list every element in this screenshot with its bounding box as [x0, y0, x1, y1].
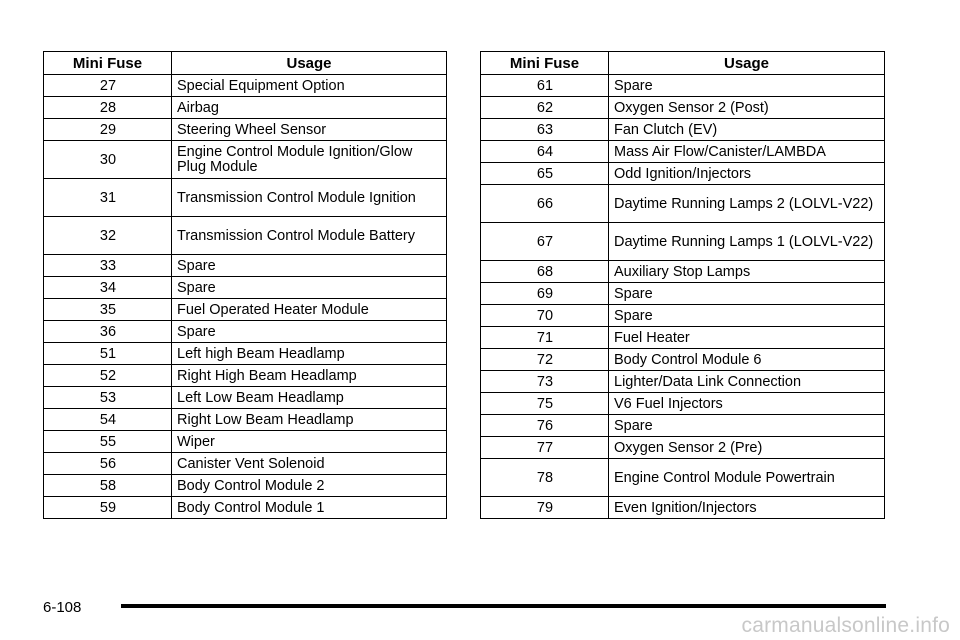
fuse-number-cell: 29 — [44, 119, 172, 141]
fuse-number-cell: 27 — [44, 75, 172, 97]
fuse-number-cell: 72 — [481, 349, 609, 371]
table-row — [481, 437, 885, 459]
fuse-usage-cell: V6 Fuel Injectors — [609, 393, 885, 415]
fuse-number-cell: 73 — [481, 371, 609, 393]
fuse-number-cell: 75 — [481, 393, 609, 415]
table-row — [481, 119, 885, 141]
fuse-usage-cell: Spare — [609, 283, 885, 305]
table-row — [481, 163, 885, 185]
fuse-table-right — [480, 51, 885, 519]
table-row — [44, 179, 447, 217]
table-row — [481, 349, 885, 371]
fuse-usage-cell: Oxygen Sensor 2 (Post) — [609, 97, 885, 119]
fuse-usage-cell: Spare — [172, 255, 447, 277]
table-row — [44, 321, 447, 343]
fuse-number-cell: 64 — [481, 141, 609, 163]
fuse-number-cell: 68 — [481, 261, 609, 283]
fuse-usage-cell: Spare — [609, 415, 885, 437]
table-row — [481, 141, 885, 163]
table-row — [44, 409, 447, 431]
fuse-number-cell: 52 — [44, 365, 172, 387]
fuse-usage-cell: Body Control Module 6 — [609, 349, 885, 371]
fuse-number-cell: 71 — [481, 327, 609, 349]
fuse-usage-cell: Fan Clutch (EV) — [609, 119, 885, 141]
fuse-number-cell: 78 — [481, 459, 609, 497]
table-row — [44, 497, 447, 519]
fuse-usage-cell: Oxygen Sensor 2 (Pre) — [609, 437, 885, 459]
fuse-usage-cell: Mass Air Flow/Canister/LAMBDA — [609, 141, 885, 163]
table-row — [44, 475, 447, 497]
fuse-number-cell: 61 — [481, 75, 609, 97]
fuse-usage-cell: Daytime Running Lamps 2 (LOLVL-V22) — [609, 185, 885, 223]
watermark: carmanualsonline.info — [741, 614, 950, 637]
table-row — [44, 431, 447, 453]
fuse-usage-cell: Body Control Module 1 — [172, 497, 447, 519]
fuse-usage-cell: Engine Control Module Ignition/Glow Plug Module — [172, 141, 447, 179]
column-header-mini-fuse: Mini Fuse — [44, 52, 172, 75]
table-row — [481, 185, 885, 223]
fuse-table-left — [43, 51, 447, 519]
fuse-usage-cell: Right Low Beam Headlamp — [172, 409, 447, 431]
table-row — [44, 119, 447, 141]
fuse-usage-cell: Fuel Heater — [609, 327, 885, 349]
fuse-number-cell: 62 — [481, 97, 609, 119]
table-row — [481, 305, 885, 327]
table-body — [481, 75, 885, 519]
fuse-number-cell: 31 — [44, 179, 172, 217]
table-row — [481, 459, 885, 497]
fuse-usage-cell: Right High Beam Headlamp — [172, 365, 447, 387]
fuse-usage-cell: Spare — [172, 321, 447, 343]
table-row — [44, 75, 447, 97]
table-row — [44, 255, 447, 277]
column-header-mini-fuse: Mini Fuse — [481, 52, 609, 75]
table-row — [481, 75, 885, 97]
fuse-number-cell: 51 — [44, 343, 172, 365]
fuse-number-cell: 53 — [44, 387, 172, 409]
fuse-usage-cell: Lighter/Data Link Connection — [609, 371, 885, 393]
fuse-usage-cell: Body Control Module 2 — [172, 475, 447, 497]
table-header-row — [481, 52, 885, 75]
fuse-number-cell: 56 — [44, 453, 172, 475]
fuse-number-cell: 59 — [44, 497, 172, 519]
fuse-number-cell: 65 — [481, 163, 609, 185]
table-row — [44, 97, 447, 119]
table-row — [44, 277, 447, 299]
fuse-usage-cell: Even Ignition/Injectors — [609, 497, 885, 519]
fuse-number-cell: 28 — [44, 97, 172, 119]
column-header-usage: Usage — [609, 52, 885, 75]
fuse-number-cell: 54 — [44, 409, 172, 431]
fuse-number-cell: 36 — [44, 321, 172, 343]
table-row — [481, 261, 885, 283]
fuse-usage-cell: Fuel Operated Heater Module — [172, 299, 447, 321]
table-row — [44, 299, 447, 321]
table-row — [44, 141, 447, 179]
table-row — [481, 371, 885, 393]
fuse-usage-cell: Transmission Control Module Ignition — [172, 179, 447, 217]
fuse-usage-cell: Auxiliary Stop Lamps — [609, 261, 885, 283]
table-row — [481, 415, 885, 437]
fuse-number-cell: 35 — [44, 299, 172, 321]
fuse-number-cell: 76 — [481, 415, 609, 437]
table-row — [481, 393, 885, 415]
page-number: 6-108 — [43, 599, 82, 616]
fuse-usage-cell: Engine Control Module Powertrain — [609, 459, 885, 497]
fuse-number-cell: 55 — [44, 431, 172, 453]
fuse-number-cell: 69 — [481, 283, 609, 305]
fuse-number-cell: 66 — [481, 185, 609, 223]
table-body — [44, 75, 447, 519]
fuse-usage-cell: Left high Beam Headlamp — [172, 343, 447, 365]
table-row — [481, 223, 885, 261]
table-row — [44, 387, 447, 409]
fuse-number-cell: 34 — [44, 277, 172, 299]
fuse-number-cell: 67 — [481, 223, 609, 261]
table-row — [481, 327, 885, 349]
table-row — [44, 343, 447, 365]
fuse-usage-cell: Spare — [172, 277, 447, 299]
fuse-usage-cell: Odd Ignition/Injectors — [609, 163, 885, 185]
column-header-usage: Usage — [172, 52, 447, 75]
fuse-usage-cell: Transmission Control Module Battery — [172, 217, 447, 255]
fuse-number-cell: 58 — [44, 475, 172, 497]
fuse-usage-cell: Airbag — [172, 97, 447, 119]
table-row — [44, 217, 447, 255]
fuse-number-cell: 70 — [481, 305, 609, 327]
table-row — [44, 453, 447, 475]
fuse-usage-cell: Left Low Beam Headlamp — [172, 387, 447, 409]
fuse-number-cell: 79 — [481, 497, 609, 519]
fuse-usage-cell: Daytime Running Lamps 1 (LOLVL-V22) — [609, 223, 885, 261]
table-row — [481, 97, 885, 119]
table-row — [481, 497, 885, 519]
fuse-usage-cell: Spare — [609, 305, 885, 327]
fuse-number-cell: 30 — [44, 141, 172, 179]
fuse-usage-cell: Special Equipment Option — [172, 75, 447, 97]
fuse-number-cell: 63 — [481, 119, 609, 141]
fuse-usage-cell: Spare — [609, 75, 885, 97]
table-header-row — [44, 52, 447, 75]
footer-rule — [121, 604, 886, 608]
fuse-usage-cell: Steering Wheel Sensor — [172, 119, 447, 141]
fuse-number-cell: 77 — [481, 437, 609, 459]
fuse-number-cell: 32 — [44, 217, 172, 255]
table-row — [44, 365, 447, 387]
fuse-usage-cell: Wiper — [172, 431, 447, 453]
fuse-usage-cell: Canister Vent Solenoid — [172, 453, 447, 475]
fuse-number-cell: 33 — [44, 255, 172, 277]
table-row — [481, 283, 885, 305]
